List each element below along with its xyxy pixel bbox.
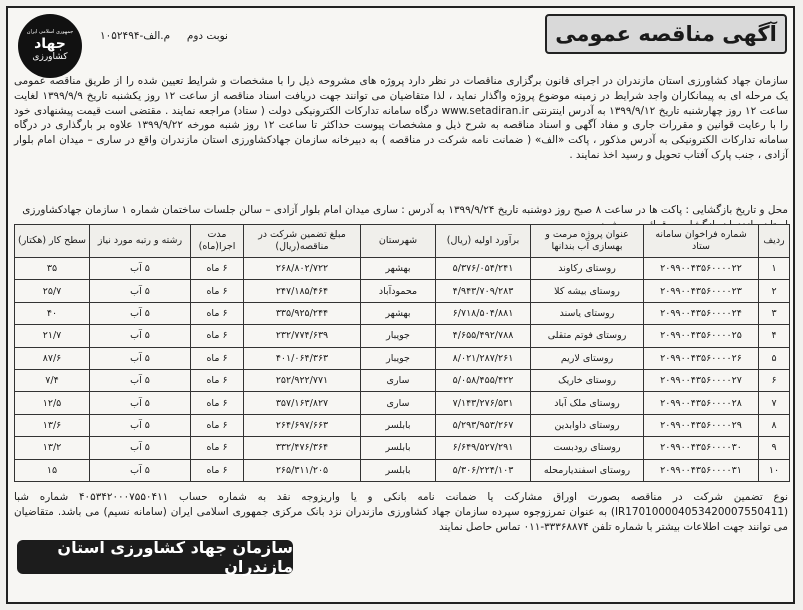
table-cell: ساری <box>361 392 436 414</box>
table-cell: ۵ آب <box>90 302 191 324</box>
table-cell: روستای فوتم متقلی <box>531 325 644 347</box>
table-cell: ۶ ماه <box>191 369 244 391</box>
table-cell: روستای لاریم <box>531 347 644 369</box>
table-cell: روستای رودبست <box>531 437 644 459</box>
table-header-row <box>15 225 790 258</box>
footer-paragraph: نوع تضمین شرکت در مناقصه بصورت اوراق مشارکت یا ضمانت نامه بانکی و یا واریزوجه نقد به شماره حساب ۴۰۵۳۴۲۰۰۰۷۵۵۰۴۱۱ شماره شبا (IR170100004053420007550411) به عنوان تمرزوجوه سپرده سازمان جهاد کشاورزی مازندران نزد بانک مرکزی جمهوری اسلامی ایران (سامانه نسیم) می باشد. متقاضیان می توانند جهت اطلاعات بیشتر با شماره تلفن ۳۳۳۶۸۸۷۴-۰۱۱ تماس حاصل نمایند <box>14 491 788 533</box>
table-row <box>15 302 790 324</box>
table-cell: ۲۶۴/۶۹۷/۶۶۳ <box>244 414 361 436</box>
table-cell: ۲۱/۷ <box>15 325 90 347</box>
ad-title: آگهی مناقصه عمومی <box>555 22 777 46</box>
table-cell: بهشهر <box>361 302 436 324</box>
issue-info <box>100 30 300 42</box>
table-cell: ۲۵/۷ <box>15 280 90 302</box>
table-row <box>15 258 790 280</box>
opening-place-paragraph: محل و تاریخ بازگشایی : پاکت ها در ساعت ۸ صبح روز دوشنبه تاریخ ۱۳۹۹/۹/۲۴ به آدرس : ساری میدان امام بلوار آزادی – سالن جلسات ساختمان شماره ۱ سازمان جهادکشاورزی <box>22 204 788 216</box>
table-cell: ۲۰۹۹۰۰۴۳۵۶۰۰۰۰۲۳ <box>644 280 759 302</box>
table-cell: ۳ <box>759 302 790 324</box>
table-cell: ۴ <box>759 325 790 347</box>
table-cell: ۲۰۹۹۰۰۴۳۵۶۰۰۰۰۲۴ <box>644 302 759 324</box>
table-cell: ۲۵۲/۹۲۲/۷۷۱ <box>244 369 361 391</box>
table-cell: ۹ <box>759 437 790 459</box>
table-cell: ۶ <box>759 369 790 391</box>
table-cell: ۲ <box>759 280 790 302</box>
table-cell: ۵/۰۵۸/۴۵۵/۴۲۲ <box>436 369 531 391</box>
table-cell: ۸/۰۲۱/۲۸۷/۲۶۱ <box>436 347 531 369</box>
table-cell: ۴/۶۵۵/۴۹۲/۷۸۸ <box>436 325 531 347</box>
table-cell: ۷ <box>759 392 790 414</box>
table-cell: روستای داوابدین <box>531 414 644 436</box>
table-cell: ۲۰۹۹۰۰۴۳۵۶۰۰۰۰۳۰ <box>644 437 759 459</box>
table-cell: ۵ <box>759 347 790 369</box>
table-cell: ۲۰۹۹۰۰۴۳۵۶۰۰۰۰۲۸ <box>644 392 759 414</box>
table-cell: ۶ ماه <box>191 392 244 414</box>
table-row <box>15 325 790 347</box>
table-cell: ۷/۱۴۳/۲۷۶/۵۳۱ <box>436 392 531 414</box>
table-cell: ۲۳۲/۷۷۴/۶۳۹ <box>244 325 361 347</box>
table-cell: ۶ ماه <box>191 258 244 280</box>
table-cell: روستای بیشه کلا <box>531 280 644 302</box>
table-cell: بابلسر <box>361 437 436 459</box>
table-cell: محمودآباد <box>361 280 436 302</box>
table-cell: ۲۰۹۹۰۰۴۳۵۶۰۰۰۰۲۶ <box>644 347 759 369</box>
table-cell: ۲۰۹۹۰۰۴۳۵۶۰۰۰۰۲۵ <box>644 325 759 347</box>
table-cell: ۱۳/۲ <box>15 437 90 459</box>
table-cell: ۱ <box>759 258 790 280</box>
reference-number: م.الف-۱۰۵۲۴۹۴ <box>100 30 171 42</box>
table-cell: جویبار <box>361 347 436 369</box>
table-cell: بابلسر <box>361 459 436 481</box>
table-cell: ۵ آب <box>90 459 191 481</box>
table-cell: ۳۳۲/۴۷۶/۳۶۴ <box>244 437 361 459</box>
table-cell: ۶/۷۱۸/۵۰۴/۸۸۱ <box>436 302 531 324</box>
table-cell: ۲۰۹۹۰۰۴۳۵۶۰۰۰۰۳۱ <box>644 459 759 481</box>
logo-small-text: جمهوری اسلامی ایران <box>26 29 74 35</box>
table-cell: ۱۳/۶ <box>15 414 90 436</box>
table-cell: روستای اسفندیارمحله <box>531 459 644 481</box>
table-cell: ۶/۶۴۹/۵۲۷/۲۹۱ <box>436 437 531 459</box>
table-cell: ۵ آب <box>90 369 191 391</box>
table-cell: ۲۰۹۹۰۰۴۳۵۶۰۰۰۰۲۲ <box>644 258 759 280</box>
table-row <box>15 347 790 369</box>
table-cell: روستای خاریک <box>531 369 644 391</box>
table-cell: ۱۲/۵ <box>15 392 90 414</box>
table-cell: روستای ملک آباد <box>531 392 644 414</box>
table-cell: ۸ <box>759 414 790 436</box>
table-cell: ۲۶۵/۳۱۱/۲۰۵ <box>244 459 361 481</box>
col-header: سطح کار (هکتار) <box>15 225 90 258</box>
table-cell: ۶ ماه <box>191 280 244 302</box>
table-cell: ۱۵ <box>15 459 90 481</box>
table-cell: بهشهر <box>361 258 436 280</box>
table-cell: بابلسر <box>361 414 436 436</box>
table-cell: ۳۳۵/۹۲۵/۲۴۴ <box>244 302 361 324</box>
col-header: مبلغ تضمین شرکت در مناقصه(ریال) <box>244 225 361 258</box>
table-cell: ۶ ماه <box>191 437 244 459</box>
table-cell: روستای یاسند <box>531 302 644 324</box>
table-cell: ۵ آب <box>90 437 191 459</box>
col-header: شماره فراخوان سامانه ستاد <box>644 225 759 258</box>
table-cell: جویبار <box>361 325 436 347</box>
table-cell: ۲۶۸/۸۰۲/۷۲۲ <box>244 258 361 280</box>
issue-round: نوبت دوم <box>186 30 228 42</box>
table-cell: ۳۵ <box>15 258 90 280</box>
logo-sub-text: کشاورزی <box>32 52 68 62</box>
col-header: رشته و رتبه مورد نیاز <box>90 225 191 258</box>
table-row <box>15 369 790 391</box>
intro-paragraph: سازمان جهاد کشاورزی استان مازندران در اجرای قانون برگزاری مناقصات در نظر دارد پروژه های مشروحه ذیل را با مشخصات و شرایط تعیین شده را از طریق مناقصه عمومی یک مرحله ای به پیمانکاران واجد شرایط در زمینه موضوع پروژه واگذار نماید ، لذا متقاضیان می توانند جهت دریافت اسناد مناقصه از ساعت ۱۲ روز یکشنبه تاریخ ۱۳۹۹/۹/۹ لغایت ساعت ۱۲ روز چهارشنبه تاریخ ۱۳۹۹/۹/۱۲ به آدرس اینترنتی www.setadiran.ir درگاه سامانه تدارکات الکترونیکی دولت ( ستاد) مراجعه نمایند . مقتضی است قیمت پیشنهادی خود را با رعایت قوانین و مقررات جاری و مفاد آگهی و اسناد مناقصه به شرح ذیل و مشخصات پیوست حداکثر تا ساعت ۱۲ روز شنبه مورخه ۱۳۹۹/۹/۲۲ علاوه بر بارگذاری در درگاه سامانه تدارکات الکترونیکی به آدرس مذکور ، پاکت «الف» ( ضمانت نامه شرکت در مناقصه ) به دبیرخانه سازمان جهادکشاورزی استان مازندران واقع در ساری – میدان امام بلوار آزادی ، جنب پارک آفتاب تحویل و رسید اخذ نمایند . <box>14 75 788 161</box>
table-cell: ساری <box>361 369 436 391</box>
table-cell: ۵ آب <box>90 347 191 369</box>
table-cell: ۶ ماه <box>191 414 244 436</box>
table-row <box>15 414 790 436</box>
table-cell: ۵ آب <box>90 280 191 302</box>
table-cell: ۵ آب <box>90 325 191 347</box>
table-cell: ۲۴۷/۱۸۵/۴۶۴ <box>244 280 361 302</box>
table-cell: ۶ ماه <box>191 347 244 369</box>
organization-name: سازمان جهاد کشاورزی استان مازندران <box>57 538 293 576</box>
table-cell: ۵ آب <box>90 258 191 280</box>
table-cell: ۶ ماه <box>191 325 244 347</box>
table-cell: ۵ آب <box>90 414 191 436</box>
table-row <box>15 459 790 481</box>
table-row <box>15 437 790 459</box>
table-cell: ۳۵۷/۱۶۳/۸۲۷ <box>244 392 361 414</box>
table-row <box>15 280 790 302</box>
table-cell: ۷/۴ <box>15 369 90 391</box>
table-cell: ۱۰ <box>759 459 790 481</box>
table-row <box>15 392 790 414</box>
table-cell: ۵/۳۷۶/۰۵۴/۲۴۱ <box>436 258 531 280</box>
tender-table <box>14 224 790 482</box>
col-header: عنوان پروژه مرمت و بهسازی آب بندانها <box>531 225 644 258</box>
ad-title-box <box>545 14 787 54</box>
table-cell: ۲۰۹۹۰۰۴۳۵۶۰۰۰۰۲۷ <box>644 369 759 391</box>
jahad-logo <box>18 14 82 78</box>
table-cell: ۶ ماه <box>191 459 244 481</box>
table-cell: ۲۰۹۹۰۰۴۳۵۶۰۰۰۰۲۹ <box>644 414 759 436</box>
logo-main-text: جهاد <box>34 36 66 52</box>
col-header: مدت اجرا(ماه) <box>191 225 244 258</box>
table-cell: ۵/۳۰۶/۲۲۴/۱۰۳ <box>436 459 531 481</box>
table-cell: ۵/۲۹۳/۹۵۳/۲۶۷ <box>436 414 531 436</box>
table-cell: ۴۰ <box>15 302 90 324</box>
organization-banner <box>17 540 293 574</box>
col-header: شهرستان <box>361 225 436 258</box>
table-cell: ۴/۹۴۳/۷۰۹/۲۸۳ <box>436 280 531 302</box>
table-cell: روستای رکاوند <box>531 258 644 280</box>
table-cell: ۶ ماه <box>191 302 244 324</box>
col-header: ردیف <box>759 225 790 258</box>
table-cell: ۴۰۱/۰۶۴/۳۶۳ <box>244 347 361 369</box>
col-header: برآورد اولیه (ریال) <box>436 225 531 258</box>
table-cell: ۵ آب <box>90 392 191 414</box>
table-cell: ۸۷/۶ <box>15 347 90 369</box>
